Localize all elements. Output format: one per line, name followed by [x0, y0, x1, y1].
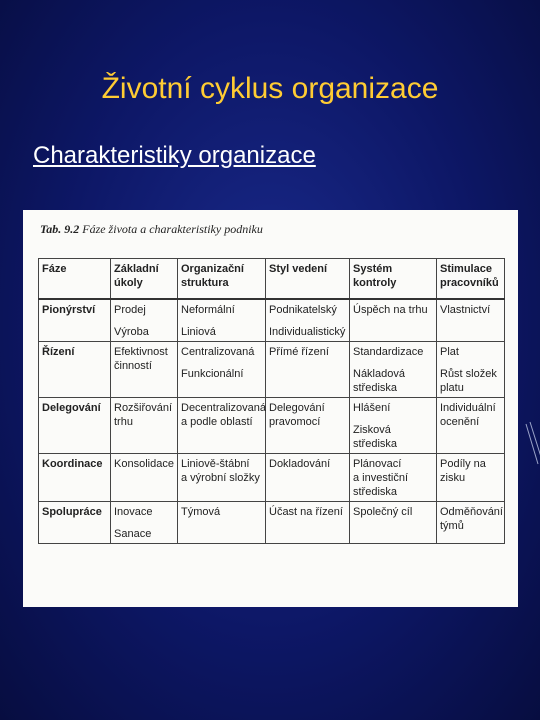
table-cell-text: Funkcionální [181, 368, 244, 380]
line-gap [440, 359, 501, 367]
table-cell-control [350, 502, 437, 544]
table-cell-structure [178, 342, 266, 398]
slide-title: Životní cyklus organizace [101, 72, 439, 105]
table-cell-text: Zisková střediska [353, 424, 398, 450]
phase-name-cell: Řízení [39, 342, 111, 398]
table-cell-text: Centralizovaná [181, 346, 255, 358]
table-cell-text: Nákladová [353, 368, 405, 380]
table-cell-structure [178, 398, 266, 454]
table-cell-text: Rozšiřování [114, 402, 173, 414]
table-header-text: Základní [114, 263, 159, 275]
table-cell-structure [178, 454, 266, 502]
table-header-text: úkoly [114, 277, 143, 289]
table-cell-text: a výrobní složky [181, 472, 260, 484]
table-cell-text: Účast na řízení [269, 506, 343, 518]
table-header-text: struktura [181, 277, 229, 289]
table-header-cell [437, 259, 505, 300]
table-cell-text: Hlášení [353, 402, 391, 414]
table-cell-text: Podnikatelský [269, 304, 337, 316]
table-cell-text: a podle oblastí [181, 416, 253, 428]
table-cell-leadership [266, 342, 350, 398]
line-gap [269, 317, 346, 325]
table-cell-text: Úspěch na trhu [353, 304, 428, 316]
table-cell-text: Efektivnost [114, 346, 168, 358]
table-cell-text: Konsolidace [114, 458, 174, 470]
table-cell-text: Sanace [114, 528, 152, 540]
table-cell-text: Dokladování [269, 458, 331, 470]
table-cell-leadership [266, 454, 350, 502]
table-cell-text: Růst složek [440, 368, 497, 380]
table-header-text: pracovníků [440, 277, 499, 289]
phase-name-cell: Pionýrství [39, 299, 111, 342]
table-cell-text: platu [440, 382, 464, 394]
phase-name-cell: Koordinace [39, 454, 111, 502]
table-header-cell [266, 259, 350, 300]
table-cell-text: střediska [353, 382, 398, 394]
table-cell-text: Podíly na [440, 458, 486, 470]
table-cell-leadership [266, 502, 350, 544]
table-cell-text: Výroba [114, 326, 149, 338]
line-gap [114, 519, 174, 527]
table-cell-tasks [111, 502, 178, 544]
table-cell-text: Vlastnictví [440, 304, 491, 316]
table-caption-label: Tab. 9.2 [40, 222, 80, 236]
line-gap [181, 359, 262, 367]
table-cell-text: trhu [114, 416, 133, 428]
table-cell-structure [178, 299, 266, 342]
table-cell-text: Inovace [114, 506, 153, 518]
table-caption [40, 222, 263, 237]
table-cell-text: činností [114, 360, 152, 372]
table-cell-text: Prodej [114, 304, 146, 316]
table-cell-text: ocenění [440, 416, 480, 428]
table-cell-text: Společný cíl [353, 506, 413, 518]
table-cell-leadership [266, 398, 350, 454]
table-cell-control [350, 342, 437, 398]
table-cell-motivation [437, 454, 505, 502]
table-header-text: Styl vedení [269, 263, 328, 275]
table-header-text: kontroly [353, 277, 397, 289]
table-cell-tasks [111, 299, 178, 342]
table-row [39, 502, 505, 544]
line-gap [114, 317, 174, 325]
table-row [39, 398, 505, 454]
slide-subtitle: Charakteristiky organizace [33, 142, 316, 169]
table-cell-text: a investiční [353, 472, 409, 484]
table-cell-motivation [437, 398, 505, 454]
table-header-row [39, 259, 505, 300]
table-cell-text: Decentralizovaná [181, 402, 266, 414]
table-cell-text: Liniově-štábní [181, 458, 250, 470]
phase-characteristics-table [38, 258, 505, 544]
table-cell-motivation [437, 342, 505, 398]
table-cell-text: Odměňování [440, 506, 503, 518]
table-cell-text: Individualistický [269, 326, 346, 338]
table-cell-text: Standardizace [353, 346, 424, 358]
scanned-table-image [23, 210, 518, 607]
table-cell-text: týmů [440, 520, 464, 532]
table-cell-leadership [266, 299, 350, 342]
table-cell-control [350, 299, 437, 342]
table-row [39, 454, 505, 502]
table-cell-text: Individuální [440, 402, 496, 414]
line-gap [353, 359, 433, 367]
phase-name-cell: Delegování [39, 398, 111, 454]
table-body [39, 299, 505, 544]
table-caption-text: Fáze života a charakteristiky podniku [82, 222, 263, 236]
table-cell-tasks [111, 342, 178, 398]
table-cell-control [350, 454, 437, 502]
line-gap [181, 317, 262, 325]
table-cell-motivation [437, 299, 505, 342]
table-header-cell [111, 259, 178, 300]
table-cell-text: Plánovací [353, 458, 402, 470]
phase-name-cell: Spolupráce [39, 502, 111, 544]
table-cell-text: Týmová [181, 506, 221, 518]
table-header-cell [39, 259, 111, 300]
table-header-text: Organizační [181, 263, 244, 275]
table-cell-text: Přímé řízení [269, 346, 329, 358]
table-cell-text: zisku [440, 472, 466, 484]
table-cell-text: Neformální [181, 304, 235, 316]
table-cell-text: Liniová [181, 326, 216, 338]
table-header-cell [350, 259, 437, 300]
table-cell-control [350, 398, 437, 454]
table-cell-text: pravomocí [269, 416, 321, 428]
table-cell-motivation [437, 502, 505, 544]
table-cell-structure [178, 502, 266, 544]
table-cell-text: střediska [353, 486, 398, 498]
table-cell-tasks [111, 398, 178, 454]
line-gap [353, 415, 433, 423]
table-cell-text: Plat [440, 346, 459, 358]
table-header-cell [178, 259, 266, 300]
table-header-text: Systém [353, 263, 393, 275]
edge-mark-lines [524, 420, 540, 475]
table-row [39, 342, 505, 398]
table-header-text: Stimulace [440, 263, 492, 275]
table-cell-text: Delegování [269, 402, 325, 414]
table-cell-tasks [111, 454, 178, 502]
table-header-text: Fáze [42, 263, 67, 275]
table-row [39, 299, 505, 342]
